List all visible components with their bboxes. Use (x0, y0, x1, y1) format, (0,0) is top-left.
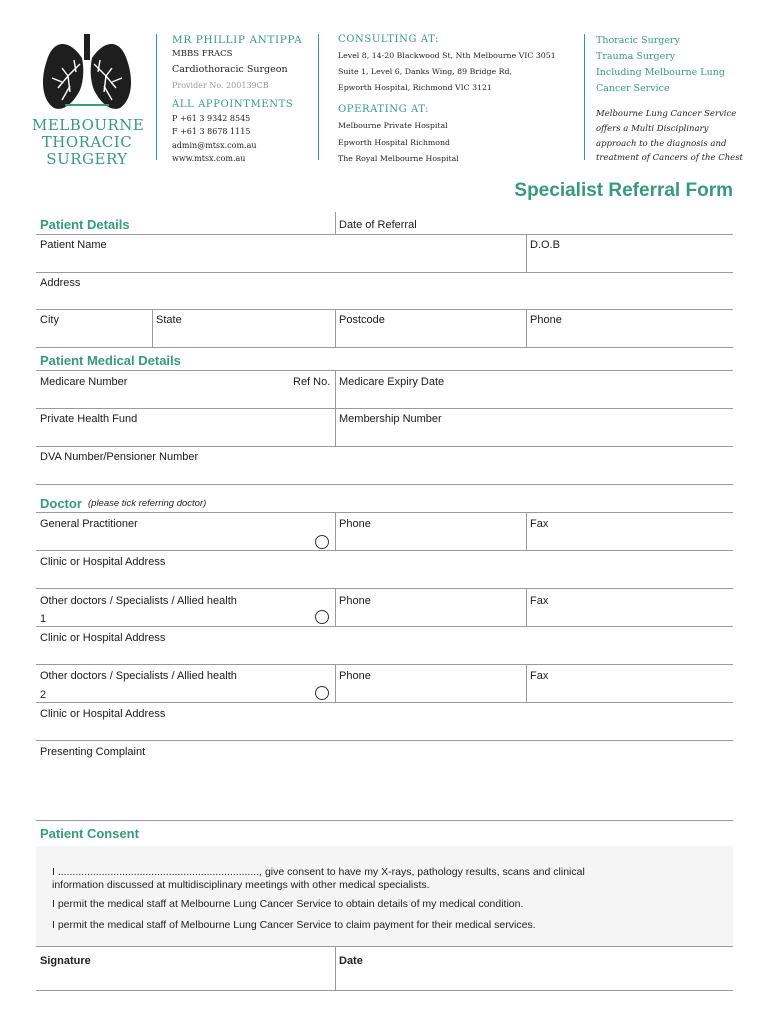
appointments-heading: ALL APPOINTMENTS (172, 99, 294, 110)
section-patient-consent: Patient Consent (40, 826, 139, 841)
form-title: Specialist Referral Form (514, 180, 733, 201)
header-divider-1 (156, 34, 157, 160)
grid-line (36, 370, 733, 371)
presenting-complaint-label[interactable]: Presenting Complaint (40, 746, 146, 758)
other-doctor-1-clinic-label[interactable]: Clinic or Hospital Address (40, 632, 166, 644)
header-divider-3 (584, 34, 585, 160)
section-medical-details: Patient Medical Details (40, 353, 181, 368)
grid-line (335, 946, 336, 990)
consent-text-1b: information discussed at multidisciplinary meetings with other medical specialists. (52, 879, 430, 891)
signature-label[interactable]: Signature (40, 955, 91, 967)
dva-number-label[interactable]: DVA Number/Pensioner Number (40, 451, 199, 463)
service-lung-1: Including Melbourne Lung (596, 67, 725, 78)
logo-text-2: THORACIC (41, 133, 133, 151)
service-trauma: Trauma Surgery (596, 51, 676, 62)
postcode-label[interactable]: Postcode (339, 314, 385, 326)
appointments-phone: P +61 3 9342 8545 (172, 114, 251, 123)
grid-line (36, 272, 733, 273)
dob-label[interactable]: D.O.B (530, 239, 560, 251)
operating-heading: OPERATING AT: (338, 104, 430, 115)
logo-divider (65, 104, 109, 106)
date-of-referral-label[interactable]: Date of Referral (339, 219, 417, 231)
service-thoracic: Thoracic Surgery (596, 35, 680, 46)
gp-radio[interactable] (315, 535, 329, 549)
membership-number-label[interactable]: Membership Number (339, 413, 442, 425)
grid-line (36, 820, 733, 821)
section-patient-details: Patient Details (40, 217, 130, 232)
operating-line-1: Melbourne Private Hospital (338, 121, 448, 130)
operating-line-2: Epworth Hospital Richmond (338, 138, 450, 147)
medicare-expiry-label[interactable]: Medicare Expiry Date (339, 376, 445, 388)
doctor-note: (please tick referring doctor) (88, 498, 207, 509)
logo (32, 30, 145, 170)
address-label[interactable]: Address (40, 277, 81, 289)
other-doctor-2-fax-label[interactable]: Fax (530, 670, 549, 682)
consent-box (36, 846, 733, 946)
grid-line (335, 588, 336, 626)
medicare-number-label[interactable]: Medicare Number (40, 376, 128, 388)
doctor-title: Cardiothoracic Surgeon (172, 64, 288, 75)
header-divider-2 (318, 34, 319, 160)
grid-line (335, 664, 336, 702)
consulting-line-1: Level 8, 14-20 Blackwood St, Nth Melbourne VIC 3051 (338, 51, 556, 60)
operating-line-3: The Royal Melbourne Hospital (338, 154, 459, 163)
ref-no-label[interactable]: Ref No. (293, 376, 331, 388)
patient-name-label[interactable]: Patient Name (40, 239, 107, 251)
grid-line (36, 664, 733, 665)
other-doctor-1-label[interactable]: Other doctors / Specialists / Allied health (40, 595, 237, 607)
grid-line (36, 990, 733, 991)
grid-line (526, 309, 527, 347)
other-doctor-2-clinic-label[interactable]: Clinic or Hospital Address (40, 708, 166, 720)
consulting-line-3: Epworth Hospital, Richmond VIC 3121 (338, 83, 492, 92)
date-label[interactable]: Date (339, 955, 363, 967)
grid-line (36, 512, 733, 513)
service-blurb-3: approach to the diagnosis and (596, 139, 727, 149)
grid-line (36, 588, 733, 589)
gp-clinic-address-label[interactable]: Clinic or Hospital Address (40, 556, 166, 568)
service-blurb-2: offers a Multi Disciplinary (596, 124, 709, 134)
service-blurb-4: treatment of Cancers of the Chest (596, 153, 743, 163)
provider-number: Provider No. 200139CB (172, 81, 269, 90)
service-blurb-1: Melbourne Lung Cancer Service (596, 109, 737, 119)
other-doctor-1-phone-label[interactable]: Phone (339, 595, 371, 607)
other-doctor-1-fax-label[interactable]: Fax (530, 595, 549, 607)
grid-line (36, 946, 733, 947)
doctor-name: MR PHILLIP ANTIPPA (172, 34, 303, 46)
logo-text-1: MELBOURNE (32, 116, 145, 134)
grid-line (36, 740, 733, 741)
grid-line (36, 408, 733, 409)
other-doctor-2-phone-label[interactable]: Phone (339, 670, 371, 682)
gp-phone-label[interactable]: Phone (339, 518, 371, 530)
other-doctor-1-radio[interactable] (315, 610, 329, 624)
other-doctor-1-number: 1 (40, 613, 47, 625)
consulting-line-2: Suite 1, Level 6, Danks Wing, 89 Bridge Rd, (338, 67, 512, 76)
grid-line (36, 347, 733, 348)
appointments-fax: F +61 3 8678 1115 (172, 127, 251, 136)
grid-line (526, 512, 527, 550)
grid-line (36, 309, 733, 310)
lungs-icon (32, 30, 142, 120)
doctor-qualifications: MBBS FRACS (172, 49, 233, 59)
grid-line (526, 234, 527, 272)
city-label[interactable]: City (40, 314, 59, 326)
grid-line (526, 588, 527, 626)
grid-line (36, 234, 733, 235)
private-health-fund-label[interactable]: Private Health Fund (40, 413, 138, 425)
grid-line (335, 309, 336, 347)
consent-text-3: I permit the medical staff of Melbourne Lung Cancer Service to claim payment for their medical services. (52, 919, 536, 931)
consulting-heading: CONSULTING AT: (338, 34, 439, 45)
grid-line (36, 702, 733, 703)
state-label[interactable]: State (156, 314, 182, 326)
appointments-email[interactable]: admin@mtsx.com.au (172, 141, 257, 150)
grid-line (526, 664, 527, 702)
phone-label[interactable]: Phone (530, 314, 562, 326)
consent-text-1a: I ....................................................................., give consent to have my X-rays, pathology results, scans and clinical (52, 866, 585, 878)
appointments-web[interactable]: www.mtsx.com.au (172, 154, 246, 163)
section-doctor: Doctor (40, 496, 82, 511)
grid-line (36, 484, 733, 485)
grid-line (335, 512, 336, 550)
service-lung-2: Cancer Service (596, 83, 670, 94)
grid-line (335, 212, 336, 234)
grid-line (36, 550, 733, 551)
other-doctor-2-label[interactable]: Other doctors / Specialists / Allied health (40, 670, 237, 682)
grid-line (36, 446, 733, 447)
gp-fax-label[interactable]: Fax (530, 518, 549, 530)
gp-label[interactable]: General Practitioner (40, 518, 138, 530)
other-doctor-2-radio[interactable] (315, 686, 329, 700)
other-doctor-2-number: 2 (40, 689, 47, 701)
logo-text-3: SURGERY (46, 150, 128, 168)
consent-text-2: I permit the medical staff at Melbourne Lung Cancer Service to obtain details of my medical condition. (52, 898, 524, 910)
grid-line (152, 309, 153, 347)
grid-line (36, 626, 733, 627)
